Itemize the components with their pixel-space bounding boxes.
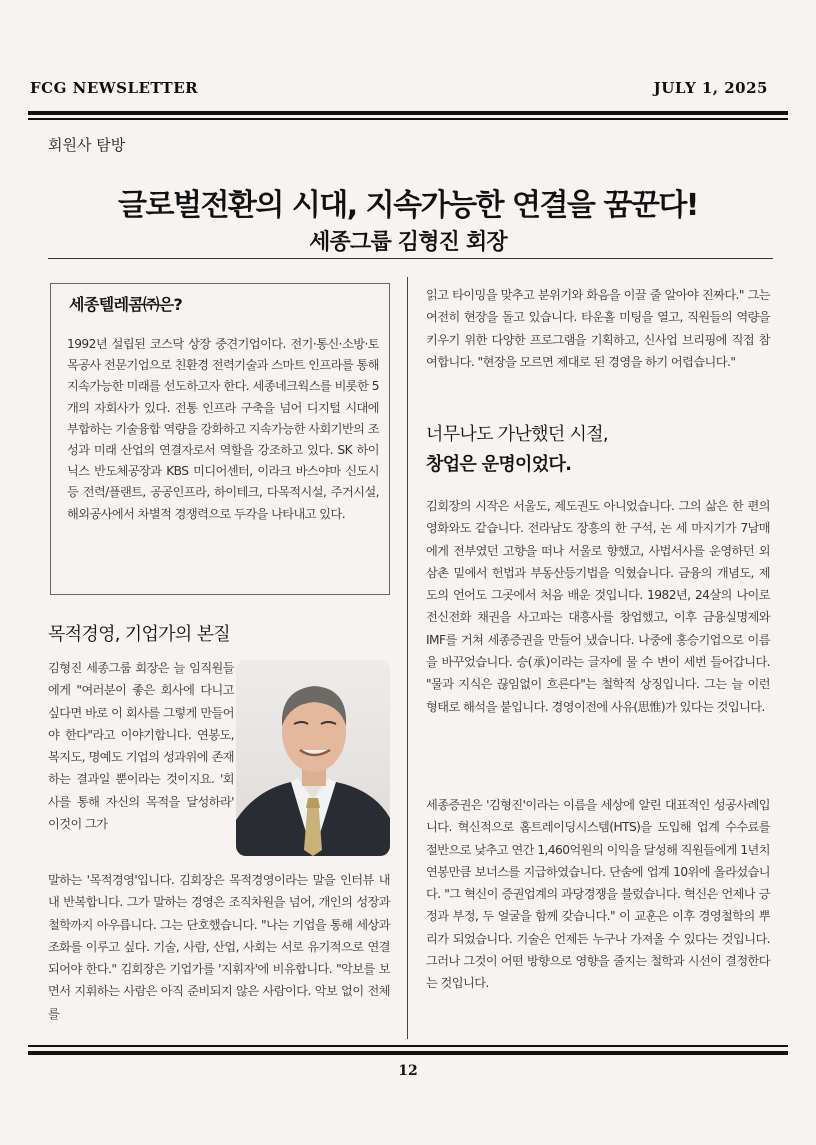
section-heading-founding-line1: 너무나도 가난했던 시절, xyxy=(426,424,608,445)
newsletter-name: FCG NEWSLETTER xyxy=(30,79,199,97)
article-subtitle: 세종그룹 김형진 회장 xyxy=(309,230,507,256)
paragraph-purpose-intro: 김형진 세종그룹 회장은 늘 임직원들에게 "여러분이 좋은 회사에 다니고 싶다면 바로 이 회사를 그렇게 만들어야 한다"라고 이야기합니다. 연봉도, 복지도, 명예도 기업의 성과위에 존재하는 결과일 뿐이라는 것이지요. '회사를 통해 자신의 목적을 달성하라' 이것이 그가 xyxy=(48,661,234,832)
footer-rule-thick xyxy=(28,1051,788,1055)
footer-rule-thin xyxy=(28,1045,788,1047)
column-divider xyxy=(407,277,408,1039)
section-heading-purpose-management: 목적경영, 기업가의 본질 xyxy=(48,624,230,645)
portrait-illustration xyxy=(236,660,390,856)
company-infobox xyxy=(50,283,390,595)
masthead xyxy=(30,79,768,99)
header-rule-thin xyxy=(28,118,788,120)
article-title: 글로벌전환의 시대, 지속가능한 연결을 꿈꾼다! xyxy=(118,188,698,224)
paragraph-sejong-securities: 세종증권은 '김형진'이라는 이름을 세상에 알린 대표적인 성공사례입니다. 혁신적으로 홈트레이딩시스템(HTS)을 도입해 업계 수수료를 절반으로 낮추고 연간 1,460억원의 이익을 달성해 직원들에게 1년치 연봉만큼 보너스를 지급하였습니다. 단숨에 업계 10위에 올라섰습니다. "그 혁신이 증권업계의 과당경쟁을 불렀습니다. 혁신은 언제나 긍정과 부정, 두 얼굴을 함께 갖습니다." 이 교훈은 이후 경영철학의 뿌리가 되었습니다. 기술은 언제든 누구나 가져올 수 있다는 것입니다. 그러나 그것이 어떤 방향으로 영향을 줄지는 철학과 시선이 결정한다는 것입니다. xyxy=(426,798,770,991)
section-label: 회원사 탐방 xyxy=(48,136,126,154)
title-divider xyxy=(48,258,773,259)
paragraph-founding-story: 김회장의 시작은 서울도, 제도권도 아니었습니다. 그의 삶은 한 편의 영화와도 같습니다. 전라남도 장흥의 한 구석, 논 세 마지기가 7남매에게 전부였던 고향을 떠나 서울로 향했고, 사법서사를 운영하던 외삼촌 밑에서 헌법과 부동산등기법을 익혔습니다. 금융의 개념도, 제도의 언어도 그곳에서 처음 배운 것입니다. 1982년, 24살의 나이로 전신전화 채권을 사고파는 대흥사를 창업했고, 이후 금융실명제와 IMF를 거쳐 세종증권을 만들어 냈습니다. 나중에 홍승기업으로 이름을 바꾸었습니다. 승(承)이라는 글자에 물 수 변이 세번 들어갑니다. "물과 지식은 끊임없이 흐른다"는 철학적 상징입니다. 그는 늘 이런 형태로 해석을 붙입니다. 경영이전에 사유(思惟)가 있다는 것입니다. xyxy=(426,499,770,714)
paragraph-purpose-continued: 말하는 '목적경영'입니다. 김회장은 목적경영이라는 말을 인터뷰 내내 반복합니다. 그가 말하는 경영은 조직차원을 넘어, 개인의 성장과 철학까지 아우릅니다. 그는 단호했습니다. "나는 기업을 통해 세상과 조화를 이루고 싶다. 기술, 사람, 산업, 사회는 서로 유기적으로 연결되어야 한다." 김회장은 기업가를 '지휘자'에 비유합니다. "악보를 보면서 지휘하는 사람은 아직 준비되지 않은 사람이다. 악보 없이 전체를 xyxy=(48,873,390,1021)
page-number: 12 xyxy=(398,1063,418,1079)
section-heading-founding-line2: 창업은 운명이었다. xyxy=(426,454,572,475)
portrait-photo xyxy=(236,660,390,856)
infobox-body: 1992년 설립된 코스닥 상장 중견기업이다. 전기·통신·소방·토목공사 전문기업으로 친환경 전력기술과 스마트 인프라를 통해 지속가능한 미래를 선도하고자 한다. 세종네크웍스를 비롯한 5개의 자회사가 있다. 전통 인프라 구축을 넘어 디지털 시대에 부합하는 기술융합 역량을 강화하고 지속가능한 사회기반의 조성과 미래 산업의 연결자로서 역할을 강조하고 있다. SK 하이닉스 반도체공장과 KBS 미디어센터, 이라크 바스야마 신도시 등 전력/플랜트, 공공인프라, 하이테크, 다목적시설, 주거시설, 해외공사에서 차별적 경쟁력으로 두각을 나타내고 있다. xyxy=(67,337,379,521)
header-rule-thick xyxy=(28,111,788,115)
section-heading-founding xyxy=(426,420,608,480)
issue-date: JULY 1, 2025 xyxy=(653,79,768,97)
paragraph-conductor-continued: 읽고 타이밍을 맞추고 분위기와 화음을 이끌 줄 알아야 진짜다." 그는 여전히 현장을 돌고 있습니다. 타운홀 미팅을 열고, 직원들의 역량을 키우기 위한 다양한 프로그램을 기획하고, 신사업 브리핑에 직접 참여합니다. "현장을 모르면 제대로 된 경영을 하기 어렵습니다." xyxy=(426,288,770,369)
infobox-title: 세종텔레콤㈜은? xyxy=(69,295,183,314)
